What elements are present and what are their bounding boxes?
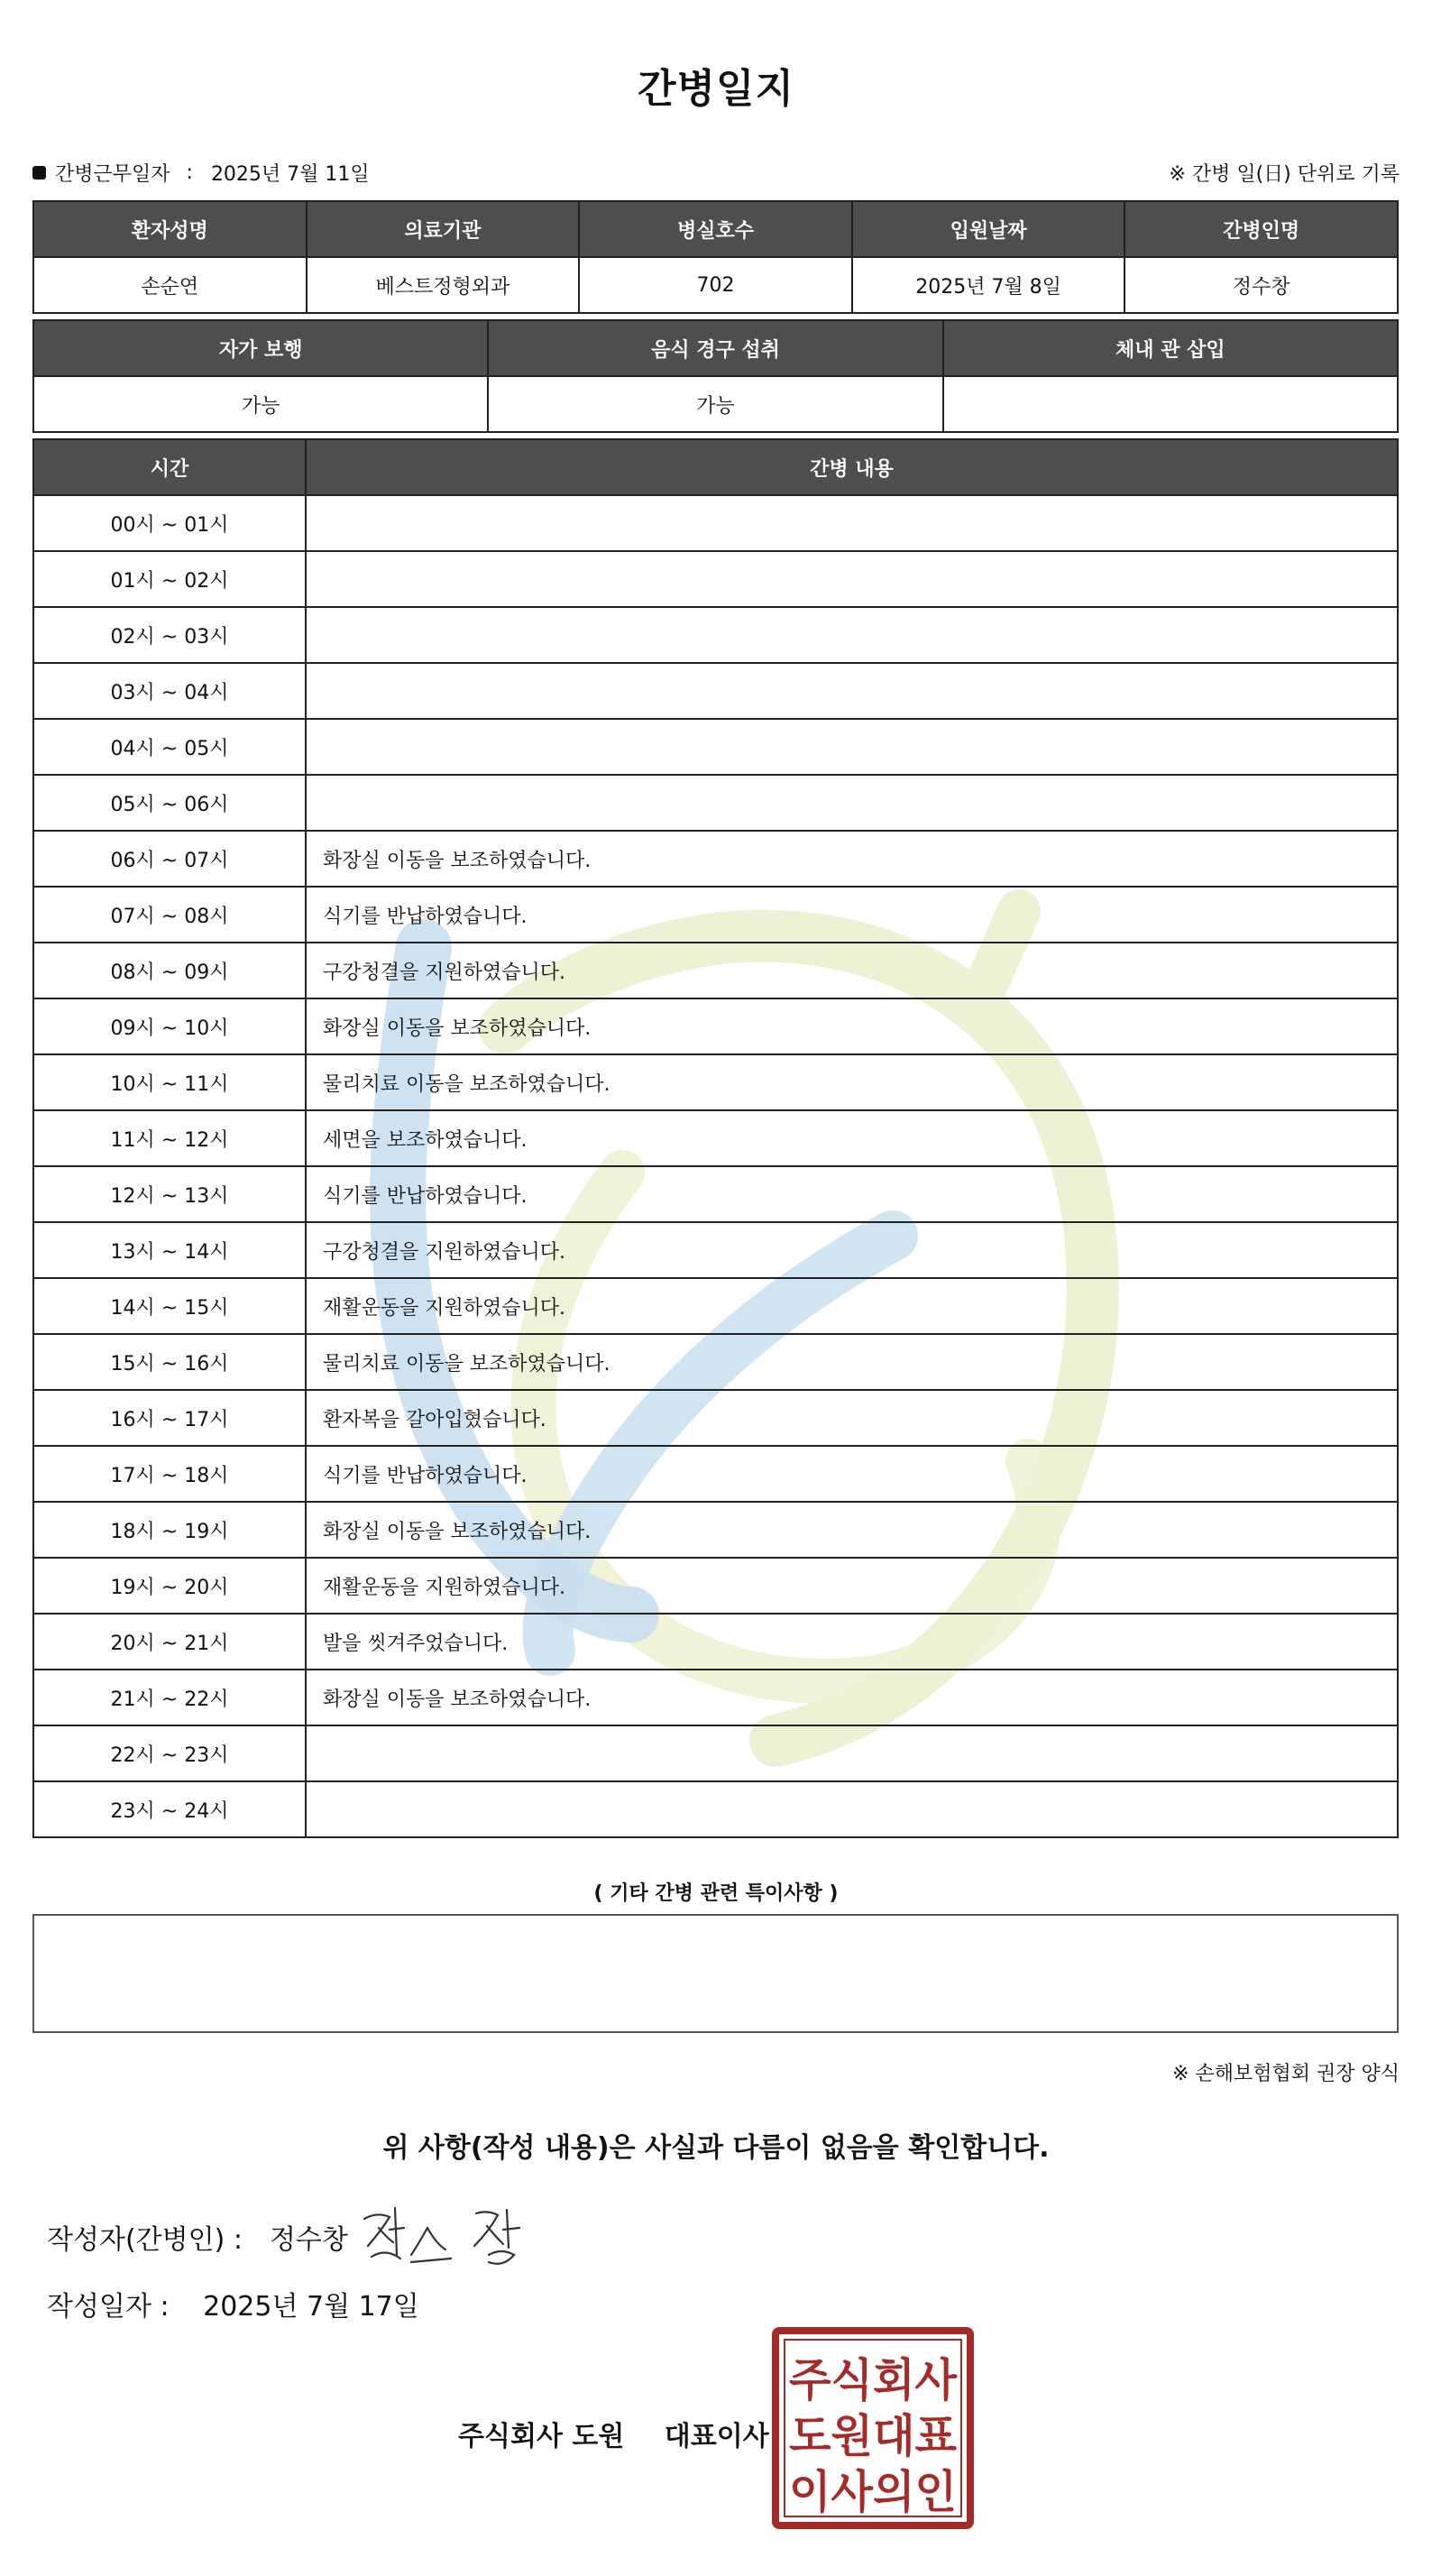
care-log-time: 23시 ~ 24시 bbox=[33, 1781, 306, 1837]
care-log-content bbox=[306, 1781, 1398, 1837]
writer-line bbox=[47, 2217, 348, 2257]
page-title: 간병일지 bbox=[637, 66, 794, 112]
care-log-content: 물리치료 이동을 보조하였습니다. bbox=[306, 1054, 1398, 1110]
patient-status-table bbox=[32, 319, 1399, 433]
care-log-content bbox=[306, 663, 1398, 719]
header-room: 병실호수 bbox=[579, 201, 852, 257]
care-log-content bbox=[306, 495, 1398, 551]
care-log-content: 물리치료 이동을 보조하였습니다. bbox=[306, 1334, 1398, 1390]
care-log-content: 식기를 반납하였습니다. bbox=[306, 887, 1398, 943]
care-log-row bbox=[33, 1781, 1398, 1837]
header-oral-intake: 음식 경구 섭취 bbox=[488, 320, 942, 376]
care-log-content bbox=[306, 775, 1398, 831]
care-log-row bbox=[33, 551, 1398, 607]
care-log-time: 10시 ~ 11시 bbox=[33, 1054, 306, 1110]
confirmation-statement: 위 사항(작성 내용)은 사실과 다름이 없음을 확인합니다. bbox=[382, 2132, 1050, 2164]
care-log-time: 17시 ~ 18시 bbox=[33, 1446, 306, 1502]
patient-name: 손순연 bbox=[33, 257, 307, 313]
care-log-content: 발을 씻겨주었습니다. bbox=[306, 1614, 1398, 1670]
care-log-row bbox=[33, 1558, 1398, 1614]
care-log-time: 11시 ~ 12시 bbox=[33, 1110, 306, 1166]
company-seal bbox=[772, 2327, 974, 2529]
header-hospital: 의료기관 bbox=[307, 201, 580, 257]
care-log-time: 15시 ~ 16시 bbox=[33, 1334, 306, 1390]
work-date-label: 간병근무일자 bbox=[55, 163, 170, 186]
care-log-content: 화장실 이동을 보조하였습니다. bbox=[306, 1502, 1398, 1558]
care-log-content bbox=[306, 607, 1398, 663]
care-log-row bbox=[33, 1054, 1398, 1110]
seal-text-line: 도원대표 bbox=[789, 2410, 958, 2462]
tube-insertion bbox=[943, 376, 1398, 432]
care-log-content: 식기를 반납하였습니다. bbox=[306, 1446, 1398, 1502]
care-log-time: 08시 ~ 09시 bbox=[33, 943, 306, 998]
care-log-content: 화장실 이동을 보조하였습니다. bbox=[306, 831, 1398, 887]
self-walking: 가능 bbox=[33, 376, 488, 432]
seal-text-line: 주식회사 bbox=[789, 2354, 958, 2406]
care-log-row bbox=[33, 1502, 1398, 1558]
care-log-table bbox=[32, 438, 1399, 1838]
care-log-time: 20시 ~ 21시 bbox=[33, 1614, 306, 1670]
company-line bbox=[458, 2414, 769, 2453]
writer-label: 작성자(간병인) : bbox=[47, 2224, 243, 2256]
care-log-content: 화장실 이동을 보조하였습니다. bbox=[306, 998, 1398, 1054]
notes-box bbox=[32, 1914, 1399, 2033]
care-log-row bbox=[33, 1110, 1398, 1166]
care-log-time: 12시 ~ 13시 bbox=[33, 1166, 306, 1222]
bullet-square-icon bbox=[32, 166, 46, 179]
care-log-row bbox=[33, 1614, 1398, 1670]
header-patient-name: 환자성명 bbox=[33, 201, 307, 257]
oral-intake: 가능 bbox=[488, 376, 942, 432]
care-log-time: 18시 ~ 19시 bbox=[33, 1502, 306, 1558]
room-number: 702 bbox=[579, 257, 852, 313]
company-name: 주식회사 도원 bbox=[458, 2421, 625, 2452]
handwritten-signature bbox=[353, 2192, 534, 2273]
care-log-row bbox=[33, 663, 1398, 719]
work-date-colon: : bbox=[186, 161, 193, 184]
header-tube-insertion: 체내 관 삽입 bbox=[943, 320, 1398, 376]
care-log-row bbox=[33, 1390, 1398, 1446]
care-log-row bbox=[33, 1166, 1398, 1222]
caregiver-name: 정수창 bbox=[1124, 257, 1398, 313]
hospital: 베스트정형외과 bbox=[307, 257, 580, 313]
notes-title: ( 기타 간병 관련 특이사항 ) bbox=[593, 1882, 839, 1905]
care-log-row bbox=[33, 1670, 1398, 1725]
form-note: ※ 손해보험협회 권장 양식 bbox=[1172, 2063, 1400, 2085]
written-date-label: 작성일자 : bbox=[47, 2291, 170, 2323]
record-unit-note: ※ 간병 일(日) 단위로 기록 bbox=[1169, 163, 1400, 186]
care-log-content bbox=[306, 1725, 1398, 1781]
header-care-content: 간병 내용 bbox=[306, 439, 1398, 495]
care-log-time: 13시 ~ 14시 bbox=[33, 1222, 306, 1278]
care-log-row bbox=[33, 775, 1398, 831]
care-log-time: 14시 ~ 15시 bbox=[33, 1278, 306, 1334]
care-log-time: 22시 ~ 23시 bbox=[33, 1725, 306, 1781]
header-time: 시간 bbox=[33, 439, 306, 495]
care-log-row bbox=[33, 1334, 1398, 1390]
care-log-time: 06시 ~ 07시 bbox=[33, 831, 306, 887]
care-log-row bbox=[33, 998, 1398, 1054]
seal-text-line: 이사의인 bbox=[789, 2466, 957, 2518]
header-self-walking: 자가 보행 bbox=[33, 320, 488, 376]
care-log-row bbox=[33, 1222, 1398, 1278]
care-log-content: 구강청결을 지원하였습니다. bbox=[306, 943, 1398, 998]
care-log-row bbox=[33, 887, 1398, 943]
ceo-title: 대표이사 bbox=[664, 2421, 769, 2452]
header-admission-date: 입원날짜 bbox=[852, 201, 1125, 257]
written-date-line bbox=[47, 2284, 419, 2323]
patient-info-table bbox=[32, 200, 1399, 314]
care-log-row bbox=[33, 495, 1398, 551]
writer-name: 정수창 bbox=[269, 2224, 348, 2256]
written-date-value: 2025년 7월 17일 bbox=[203, 2291, 419, 2323]
care-log-content: 식기를 반납하였습니다. bbox=[306, 1166, 1398, 1222]
care-log-content: 재활운동을 지원하였습니다. bbox=[306, 1558, 1398, 1614]
work-date-value: 2025년 7월 11일 bbox=[210, 163, 370, 186]
care-log-row bbox=[33, 719, 1398, 775]
care-log-content: 재활운동을 지원하였습니다. bbox=[306, 1278, 1398, 1334]
care-log-content: 환자복을 갈아입혔습니다. bbox=[306, 1390, 1398, 1446]
care-log-content: 화장실 이동을 보조하였습니다. bbox=[306, 1670, 1398, 1725]
care-log-content: 세면을 보조하였습니다. bbox=[306, 1110, 1398, 1166]
care-log-row bbox=[33, 1278, 1398, 1334]
admission-date: 2025년 7월 8일 bbox=[852, 257, 1125, 313]
care-log-time: 21시 ~ 22시 bbox=[33, 1670, 306, 1725]
header-caregiver: 간병인명 bbox=[1124, 201, 1398, 257]
care-log-row bbox=[33, 1446, 1398, 1502]
care-log-time: 19시 ~ 20시 bbox=[33, 1558, 306, 1614]
care-log-row bbox=[33, 607, 1398, 663]
care-log-content bbox=[306, 719, 1398, 775]
care-log-time: 09시 ~ 10시 bbox=[33, 998, 306, 1054]
care-log-time: 05시 ~ 06시 bbox=[33, 775, 306, 831]
care-log-time: 03시 ~ 04시 bbox=[33, 663, 306, 719]
care-log-time: 04시 ~ 05시 bbox=[33, 719, 306, 775]
care-log-content bbox=[306, 551, 1398, 607]
care-log-row bbox=[33, 831, 1398, 887]
care-log-time: 01시 ~ 02시 bbox=[33, 551, 306, 607]
work-date bbox=[32, 159, 370, 187]
care-log-time: 07시 ~ 08시 bbox=[33, 887, 306, 943]
care-log-time: 02시 ~ 03시 bbox=[33, 607, 306, 663]
care-log-time: 16시 ~ 17시 bbox=[33, 1390, 306, 1446]
care-log-time: 00시 ~ 01시 bbox=[33, 495, 306, 551]
care-log-content: 구강청결을 지원하였습니다. bbox=[306, 1222, 1398, 1278]
care-log-row bbox=[33, 1725, 1398, 1781]
care-log-row bbox=[33, 943, 1398, 998]
